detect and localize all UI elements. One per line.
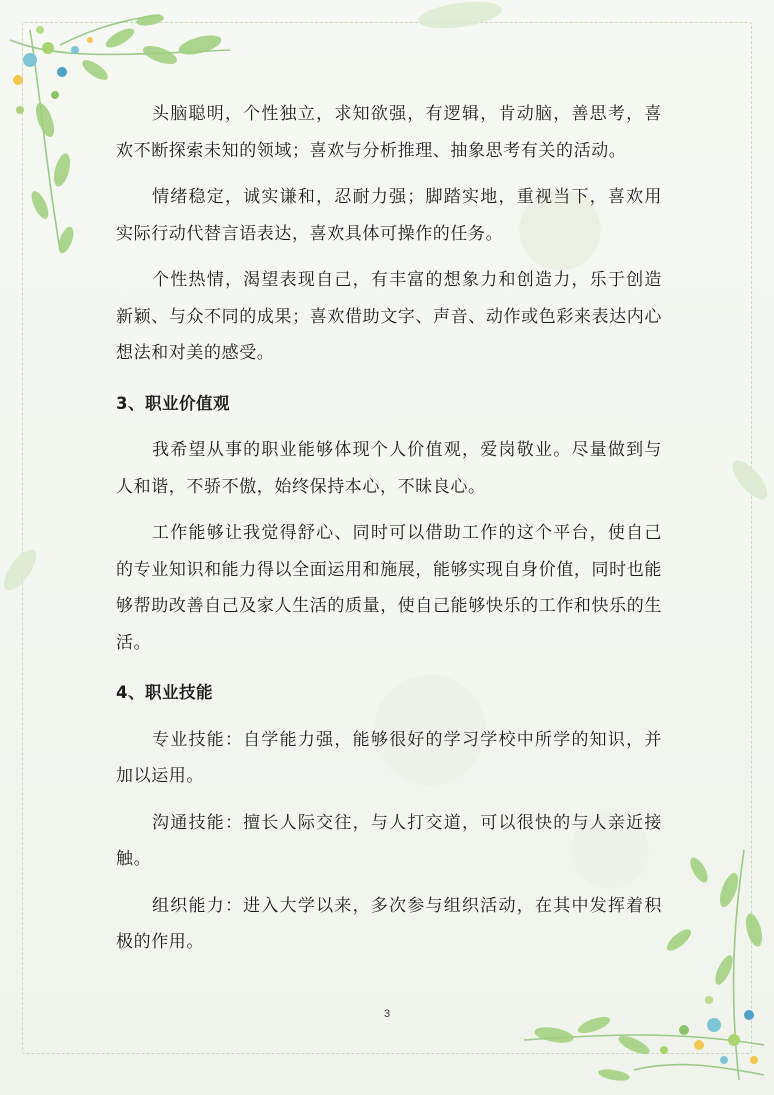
paragraph: 我希望从事的职业能够体现个人价值观，爱岗敬业。尽量做到与人和谐，不骄不傲，始终保持本心，不昧良心。 <box>116 440 662 497</box>
paragraph: 沟通技能：擅长人际交往，与人打交道，可以很快的与人亲近接触。 <box>116 812 662 869</box>
document-body <box>116 96 662 971</box>
leaf-right-icon <box>728 450 774 510</box>
paragraph: 头脑聪明，个性独立，求知欲强，有逻辑，肯动脑，善思考，喜欢不断探索未知的领域；喜欢与分析推理、抽象思考有关的活动。 <box>116 104 662 161</box>
section-heading-values: 3、职业价值观 <box>116 393 230 413</box>
paragraph: 情绪稳定，诚实谦和，忍耐力强；脚踏实地，重视当下，喜欢用实际行动代替言语表达，喜欢具体可操作的任务。 <box>116 187 662 244</box>
leaf-top-icon <box>400 0 520 40</box>
section-heading-skills: 4、职业技能 <box>116 683 213 702</box>
paragraph: 专业技能：自学能力强，能够很好的学习学校中所学的知识，并加以运用。 <box>116 729 662 786</box>
paragraph: 工作能够让我觉得舒心、同时可以借助工作的这个平台，使自己的专业知识和能力得以全面运用和施展，能够实现自身价值，同时也能够帮助改善自己及家人生活的质量，使自己能够快乐的工作和快乐的生活。 <box>116 523 662 653</box>
leaf-left-icon <box>0 540 46 600</box>
paragraph: 个性热情，渴望表现自己，有丰富的想象力和创造力，乐于创造新颖、与众不同的成果；喜欢借助文字、声音、动作或色彩来表达内心想法和对美的感受。 <box>116 270 662 363</box>
paragraph: 组织能力：进入大学以来，多次参与组织活动，在其中发挥着积极的作用。 <box>116 895 662 952</box>
page-number: 3 <box>383 1008 391 1020</box>
